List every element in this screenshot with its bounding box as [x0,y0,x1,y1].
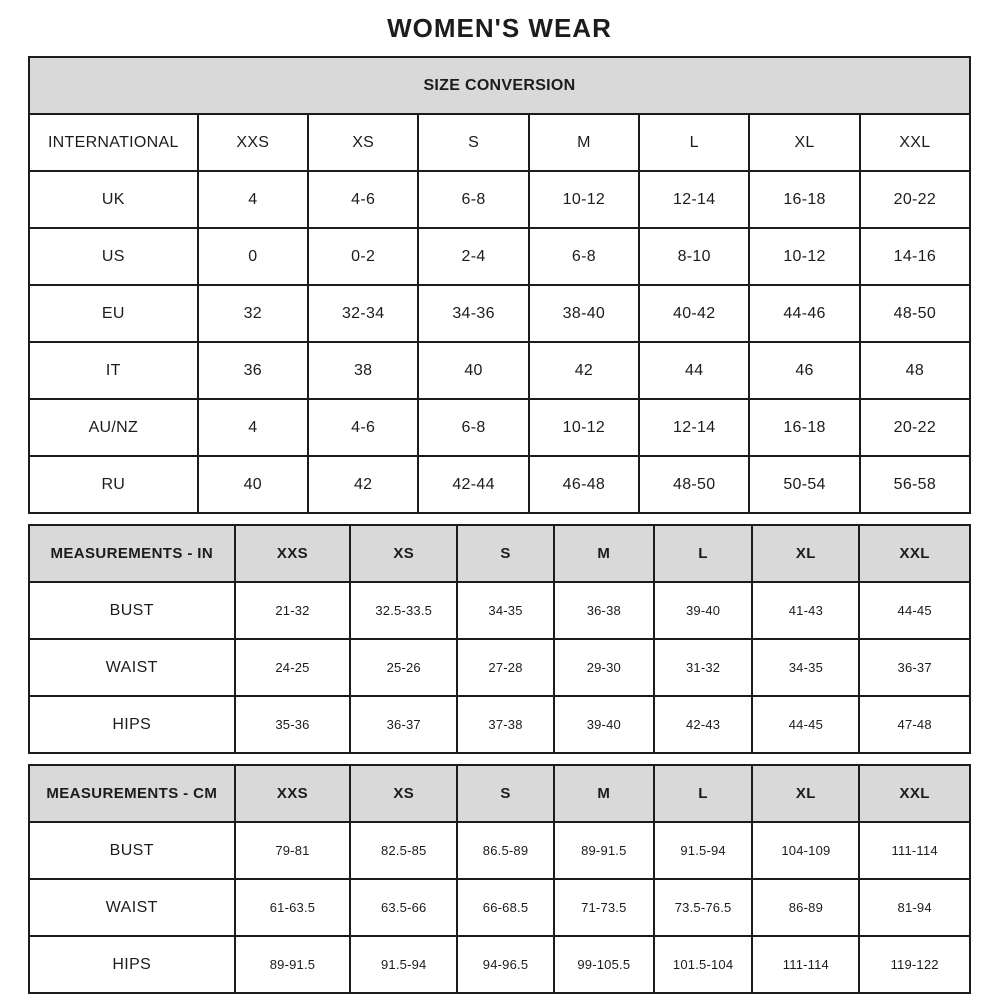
measure-cell: 66-68.5 [457,879,554,936]
size-header-cell: M [554,525,654,582]
measure-cell: 61-63.5 [235,879,351,936]
size-cell: 6-8 [418,171,528,228]
size-header-cell: XS [350,765,457,822]
measure-cell: 73.5-76.5 [654,879,753,936]
size-cell: 14-16 [860,228,970,285]
size-header-cell: XL [749,114,859,171]
size-cell: 20-22 [860,171,970,228]
size-cell: 4 [198,171,308,228]
table-row-eu [29,285,970,342]
size-cell: 16-18 [749,171,859,228]
measure-cell: 32.5-33.5 [350,582,457,639]
measure-cell: 44-45 [859,582,970,639]
size-cell: 50-54 [749,456,859,513]
size-header-cell: XL [752,765,859,822]
measure-cell: 71-73.5 [554,879,654,936]
measure-cell: 35-36 [235,696,351,753]
measure-cell: 27-28 [457,639,554,696]
measure-cell: 24-25 [235,639,351,696]
size-header-cell: XXS [198,114,308,171]
size-cell: 48-50 [860,285,970,342]
measure-cell: 89-91.5 [554,822,654,879]
table-row-uk [29,171,970,228]
table-row-ru [29,456,970,513]
measure-cell: 44-45 [752,696,859,753]
row-label: BUST [29,582,235,639]
size-cell: 10-12 [749,228,859,285]
table-row-bust-cm [29,822,970,879]
size-cell: 44-46 [749,285,859,342]
table-row-waist-cm [29,879,970,936]
size-cell: 0 [198,228,308,285]
size-cell: 42 [308,456,418,513]
size-cell: 4-6 [308,399,418,456]
size-cell: 38-40 [529,285,639,342]
measure-cell: 21-32 [235,582,351,639]
size-cell: 32 [198,285,308,342]
size-cell: 46-48 [529,456,639,513]
size-header-cell: XXL [859,765,970,822]
table-row-aunz [29,399,970,456]
table-row-bust-in [29,582,970,639]
measure-cell: 119-122 [859,936,970,993]
size-header-cell: XXS [235,765,351,822]
measure-cell: 34-35 [457,582,554,639]
measure-cell: 94-96.5 [457,936,554,993]
row-label: WAIST [29,879,235,936]
size-cell: 40-42 [639,285,749,342]
measure-cell: 101.5-104 [654,936,753,993]
row-label: RU [29,456,198,513]
row-label: AU/NZ [29,399,198,456]
size-cell: 4-6 [308,171,418,228]
size-header-cell: S [457,765,554,822]
size-header-cell: L [639,114,749,171]
measure-cell: 42-43 [654,696,753,753]
size-header-cell: L [654,765,753,822]
measure-cell: 99-105.5 [554,936,654,993]
size-header-cell: XS [308,114,418,171]
measure-cell: 104-109 [752,822,859,879]
measure-cell: 41-43 [752,582,859,639]
size-cell: 32-34 [308,285,418,342]
row-label: WAIST [29,639,235,696]
size-cell: 38 [308,342,418,399]
measure-cell: 36-37 [859,639,970,696]
size-cell: 56-58 [860,456,970,513]
row-label: EU [29,285,198,342]
table-row-waist-in [29,639,970,696]
measure-cell: 81-94 [859,879,970,936]
size-conversion-table [28,56,971,514]
size-cell: 2-4 [418,228,528,285]
measure-cell: 111-114 [859,822,970,879]
row-label: US [29,228,198,285]
size-cell: 34-36 [418,285,528,342]
size-header-cell: XXL [860,114,970,171]
measure-cell: 39-40 [654,582,753,639]
size-cell: 42-44 [418,456,528,513]
size-cell: 48 [860,342,970,399]
size-cell: 36 [198,342,308,399]
size-cell: 46 [749,342,859,399]
measure-cell: 47-48 [859,696,970,753]
measurements-cm-table [28,764,971,994]
size-header-row [29,114,970,171]
size-cell: 44 [639,342,749,399]
page-title: WOMEN'S WEAR [387,13,612,43]
size-header-cell: S [457,525,554,582]
size-cell: 40 [418,342,528,399]
measure-cell: 89-91.5 [235,936,351,993]
measure-cell: 37-38 [457,696,554,753]
size-cell: 10-12 [529,171,639,228]
size-header-cell: S [418,114,528,171]
row-label: HIPS [29,696,235,753]
measurements-in-header-row [29,525,970,582]
table-row-us [29,228,970,285]
table-row-it [29,342,970,399]
size-cell: 40 [198,456,308,513]
table-row-hips-cm [29,936,970,993]
measurements-cm-title: MEASUREMENTS - CM [29,765,235,822]
size-cell: 42 [529,342,639,399]
corner-label: INTERNATIONAL [29,114,198,171]
size-header-cell: M [554,765,654,822]
measure-cell: 36-37 [350,696,457,753]
size-header-cell: XXL [859,525,970,582]
measure-cell: 82.5-85 [350,822,457,879]
row-label: BUST [29,822,235,879]
measure-cell: 86.5-89 [457,822,554,879]
size-cell: 6-8 [418,399,528,456]
row-label: UK [29,171,198,228]
size-header-cell: XXS [235,525,351,582]
measure-cell: 63.5-66 [350,879,457,936]
measure-cell: 91.5-94 [654,822,753,879]
measure-cell: 91.5-94 [350,936,457,993]
size-cell: 8-10 [639,228,749,285]
table-title-row [29,57,970,114]
row-label: IT [29,342,198,399]
measure-cell: 36-38 [554,582,654,639]
size-cell: 48-50 [639,456,749,513]
size-header-cell: XL [752,525,859,582]
size-header-cell: M [529,114,639,171]
measure-cell: 79-81 [235,822,351,879]
size-cell: 12-14 [639,171,749,228]
measure-cell: 29-30 [554,639,654,696]
measure-cell: 25-26 [350,639,457,696]
measure-cell: 111-114 [752,936,859,993]
size-header-cell: XS [350,525,457,582]
measure-cell: 39-40 [554,696,654,753]
size-cell: 6-8 [529,228,639,285]
size-cell: 20-22 [860,399,970,456]
size-cell: 10-12 [529,399,639,456]
measure-cell: 31-32 [654,639,753,696]
size-cell: 0-2 [308,228,418,285]
measure-cell: 86-89 [752,879,859,936]
size-cell: 16-18 [749,399,859,456]
size-cell: 4 [198,399,308,456]
measure-cell: 34-35 [752,639,859,696]
table-row-hips-in [29,696,970,753]
size-header-cell: L [654,525,753,582]
row-label: HIPS [29,936,235,993]
measurements-in-table [28,524,971,754]
size-conversion-title: SIZE CONVERSION [29,57,970,114]
size-cell: 12-14 [639,399,749,456]
measurements-in-title: MEASUREMENTS - IN [29,525,235,582]
measurements-cm-header-row [29,765,970,822]
